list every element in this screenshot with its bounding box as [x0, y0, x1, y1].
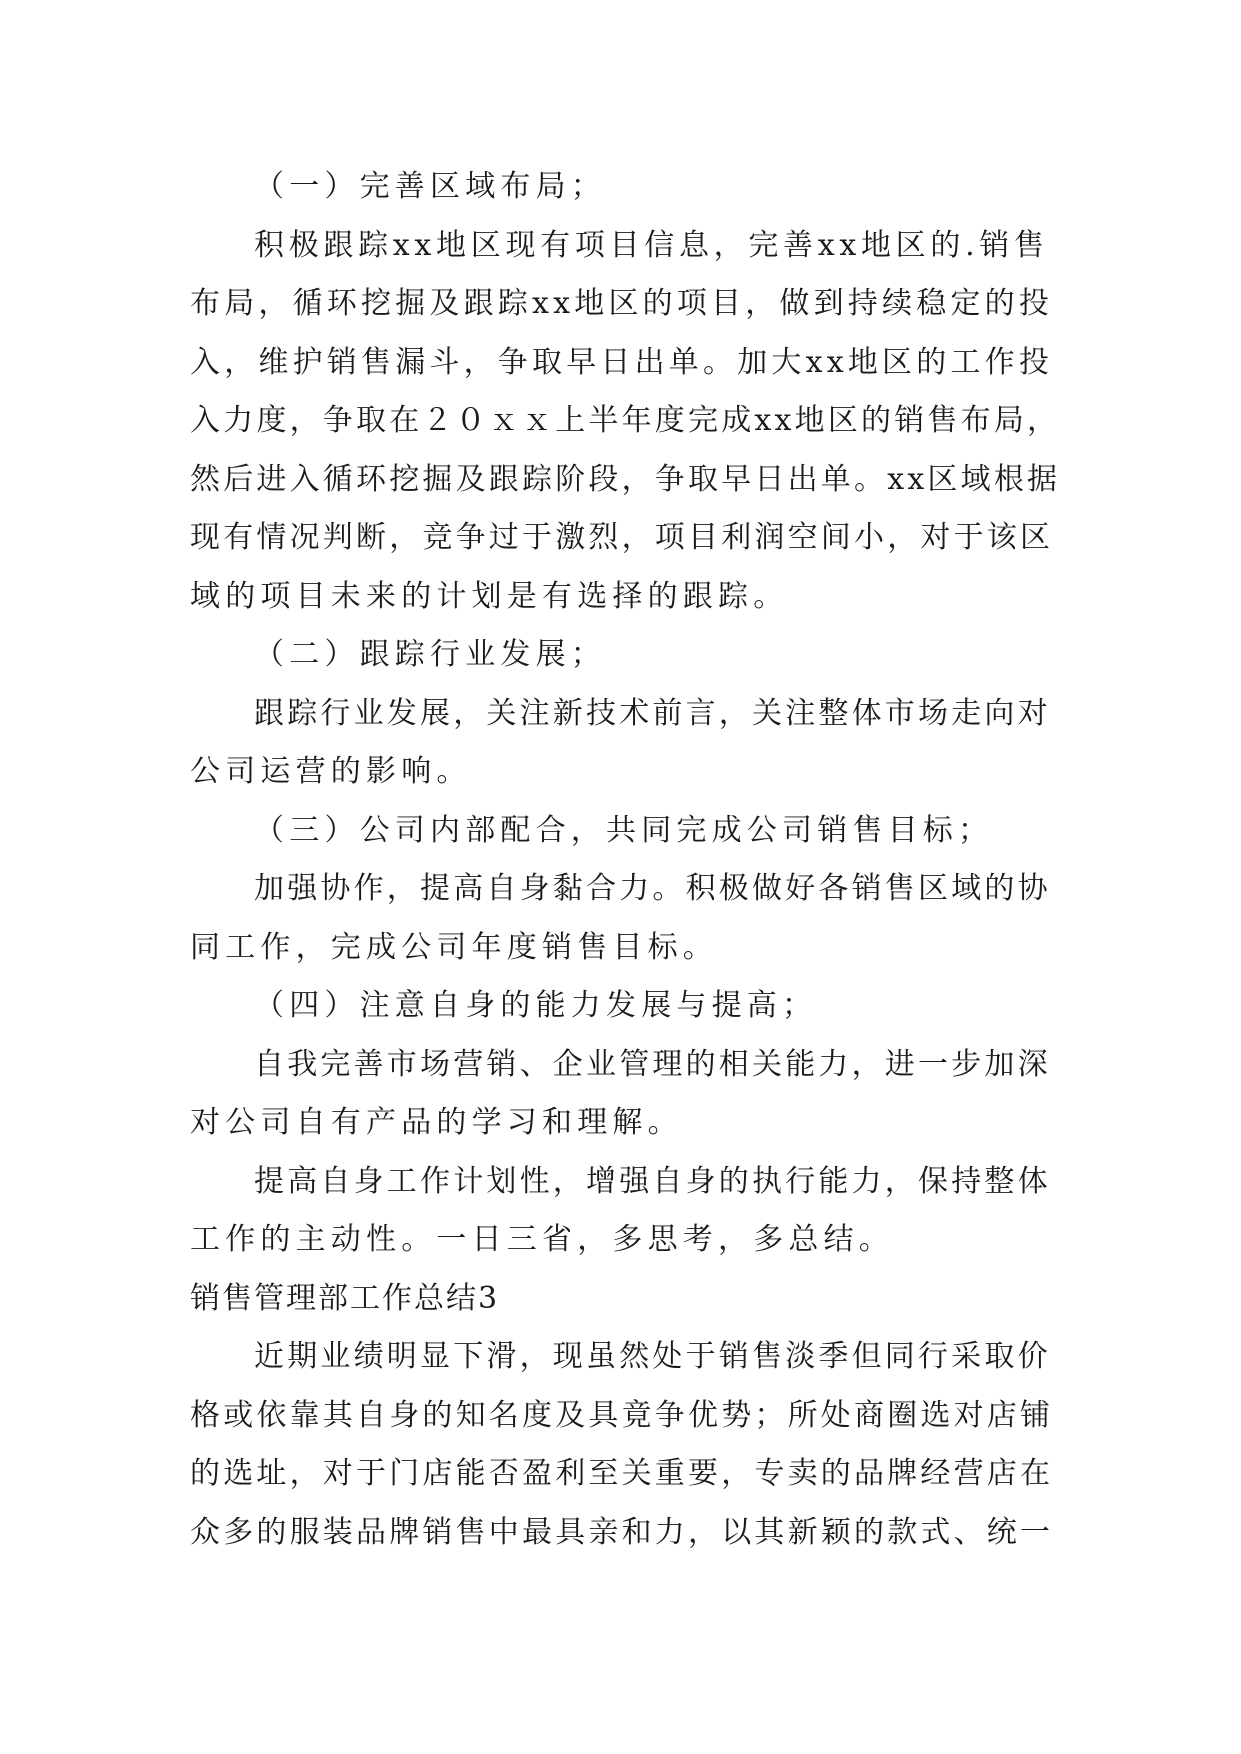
paragraph-line: 入，维护销售漏斗，争取早日出单。加大xx地区的工作投 — [190, 344, 1054, 380]
document-body — [190, 158, 1060, 1562]
section-heading-3: （三）公司内部配合，共同完成公司销售目标； — [254, 812, 994, 848]
section-heading-2: （二）跟踪行业发展； — [254, 637, 606, 672]
paragraph-line: 众多的服装品牌销售中最具亲和力，以其新颖的款式、统一 — [190, 1514, 1054, 1550]
paragraph-line: 对公司自有产品的学习和理解。 — [190, 1105, 683, 1140]
paragraph-line: 积极跟踪xx地区现有项目信息，完善xx地区的.销售 — [254, 227, 1049, 263]
paragraph-line: 提高自身工作计划性，增强自身的执行能力，保持整体 — [254, 1163, 1051, 1199]
paragraph-line: 同工作，完成公司年度销售目标。 — [190, 929, 718, 965]
section-heading-4: （四）注意自身的能力发展与提高； — [254, 988, 818, 1023]
paragraph-line: 现有情况判断，竞争过于激烈，项目利润空间小，对于该区 — [190, 520, 1054, 555]
paragraph-line: 的选址，对于门店能否盈利至关重要，专卖的品牌经营店在 — [190, 1456, 1054, 1491]
paragraph-line: 工作的主动性。一日三省，多思考，多总结。 — [190, 1222, 894, 1257]
paragraph-line: 近期业绩明显下滑，现虽然处于销售淡季但同行采取价 — [254, 1339, 1051, 1374]
paragraph-line: 格或依靠其自身的知名度及具竟争优势；所处商圈选对店铺 — [190, 1397, 1054, 1433]
paragraph-line: 布局，循环挖掘及跟踪xx地区的项目，做到持续稳定的投 — [190, 286, 1054, 321]
paragraph-line: 加强协作，提高自身黏合力。积极做好各销售区域的协 — [254, 871, 1051, 906]
paragraph-line: 然后进入循环挖掘及跟踪阶段，争取早日出单。xx区域根据 — [190, 461, 1061, 497]
paragraph-line: 跟踪行业发展，关注新技术前言，关注整体市场走向对 — [254, 695, 1051, 731]
paragraph-line: 自我完善市场营销、企业管理的相关能力，进一步加深 — [254, 1046, 1051, 1082]
document-section-title: 销售管理部工作总结3 — [190, 1280, 500, 1316]
paragraph-line: 域的项目未来的计划是有选择的跟踪。 — [190, 578, 789, 614]
paragraph-line: 入力度，争取在２０ｘｘ上半年度完成xx地区的销售布局， — [190, 403, 1061, 438]
section-heading-1: （一）完善区域布局； — [254, 169, 606, 204]
paragraph-line: 公司运营的影响。 — [190, 754, 472, 789]
